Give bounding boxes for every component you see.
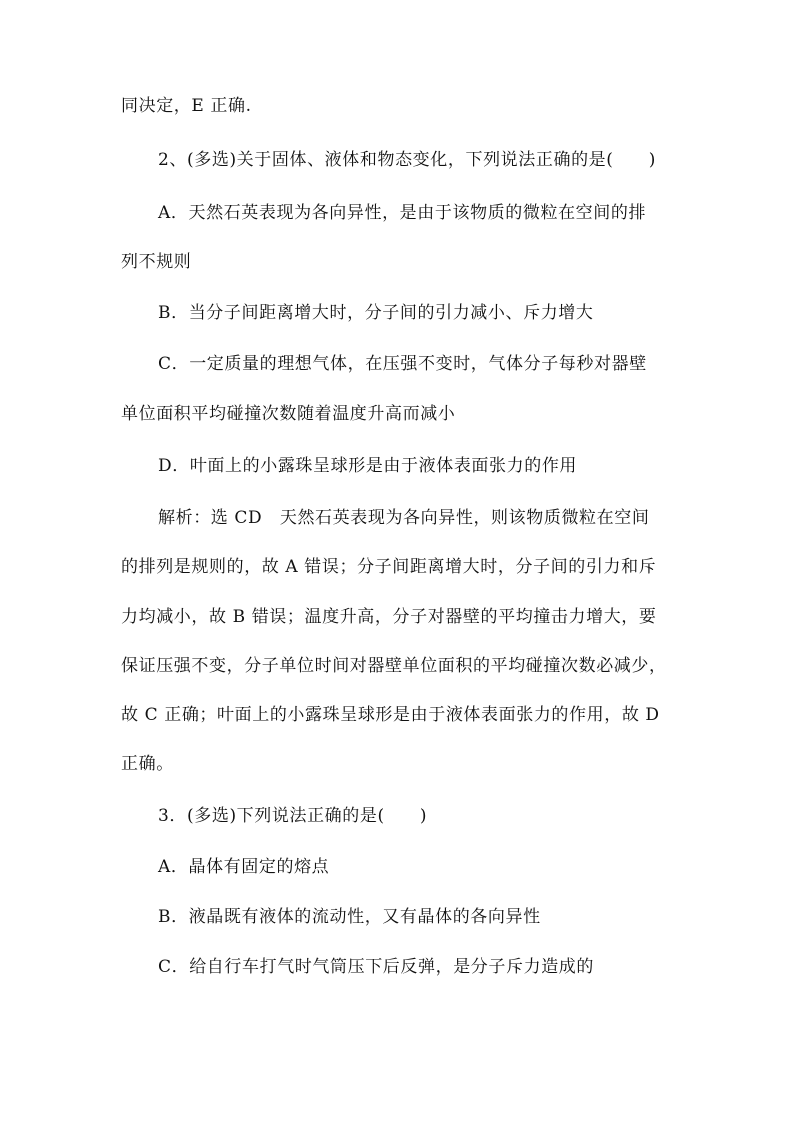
question-3-option-a: A．晶体有固定的熔点: [158, 857, 330, 877]
question-2-analysis-line-6: 正确。: [121, 754, 174, 774]
question-3-option-c: C．给自行车打气时气筒压下后反弹，是分子斥力造成的: [158, 957, 595, 977]
question-2-analysis-line-5: 故 C 正确；叶面上的小露珠呈球形是由于液体表面张力的作用，故 D: [121, 705, 660, 725]
question-2-option-a-continued: 列不规则: [121, 252, 192, 272]
question-2-option-a: A．天然石英表现为各向异性，是由于该物质的微粒在空间的排: [158, 203, 647, 223]
question-2-option-b: B．当分子间距离增大时，分子间的引力减小、斥力增大: [158, 303, 594, 323]
question-2-analysis-line-4: 保证压强不变，分子单位时间对器壁单位面积的平均碰撞次数必减少，: [121, 656, 667, 676]
question-3-option-b: B．液晶既有液体的流动性，又有晶体的各向异性: [158, 907, 541, 927]
question-3-stem: 3．(多选)下列说法正确的是( ): [158, 806, 428, 826]
question-2-stem: 2、(多选)关于固体、液体和物态变化，下列说法正确的是( ): [158, 150, 656, 170]
question-2-option-d: D．叶面上的小露珠呈球形是由于液体表面张力的作用: [158, 456, 578, 476]
question-2-option-c: C．一定质量的理想气体，在压强不变时，气体分子每秒对器壁: [158, 354, 647, 374]
question-2-option-c-continued: 单位面积平均碰撞次数随着温度升高而减小: [121, 404, 456, 424]
question-2-analysis-line-2: 的排列是规则的，故 A 错误；分子间距离增大时，分子间的引力和斥: [121, 557, 657, 577]
question-2-analysis-line-3: 力均减小，故 B 错误；温度升高，分子对器壁的平均撞击力增大，要: [121, 607, 657, 627]
question-2-analysis: 解析：选 CD 天然石英表现为各向异性，则该物质微粒在空间: [158, 508, 650, 528]
text-line-prev-answer-end: 同决定，E 正确.: [121, 96, 252, 116]
